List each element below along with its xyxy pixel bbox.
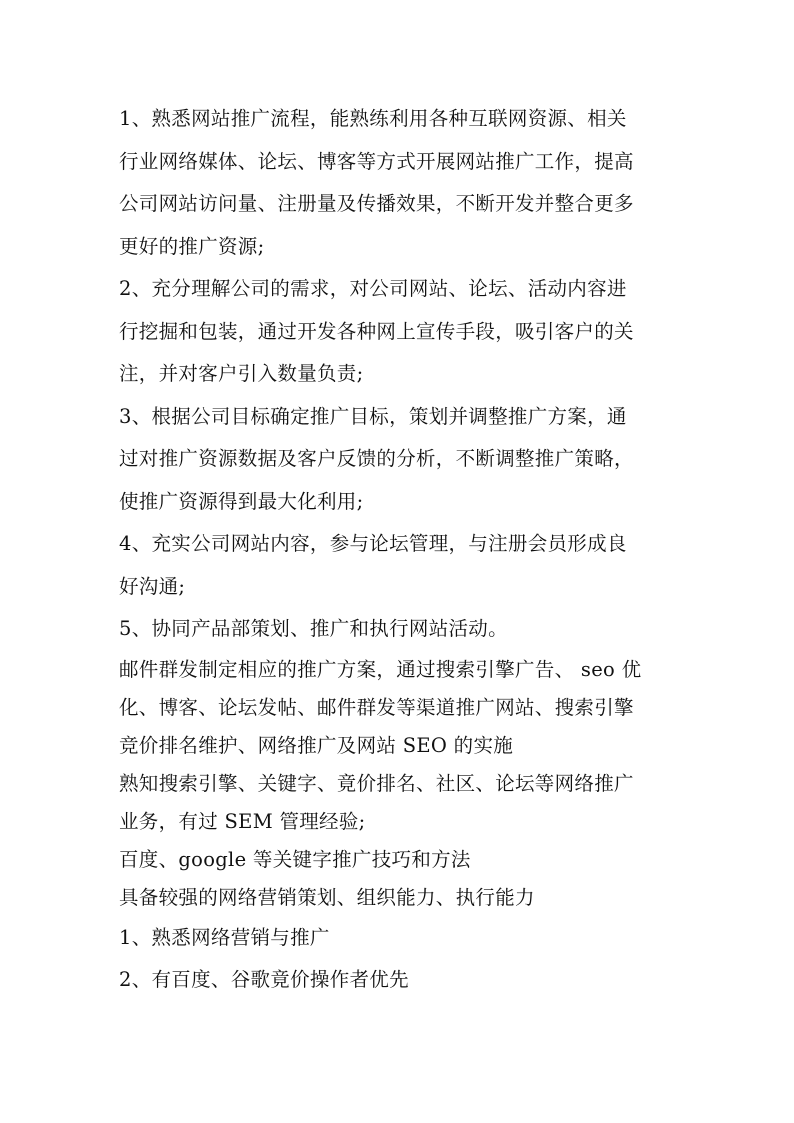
text-line: 1、熟悉网站推广流程，能熟练利用各种互联网资源、相关 [119,107,627,130]
text-line: 注，并对客户引入数量负责; [119,362,364,385]
text-line: 行业网络媒体、论坛、博客等方式开展网站推广工作，提高 [119,149,634,173]
text-line: 行挖掘和包装，通过开发各种网上宣传手段，吸引客户的关 [119,319,634,343]
text-line: 公司网站访问量、注册量及传播效果，不断开发并整合更多 [119,192,634,215]
text-line: 1、熟悉网络营销与推广 [119,925,330,949]
text-line: 使推广资源得到最大化利用; [119,489,364,513]
text-line: 4、充实公司网站内容，参与论坛管理，与注册会员形成良 [119,532,627,555]
text-line: 3、根据公司目标确定推广目标，策划并调整推广方案，通 [119,404,627,428]
document-body [119,98,677,1002]
text-line: 2、有百度、谷歌竟价操作者优先 [119,968,409,991]
text-line: 更好的推广资源; [119,234,265,258]
text-line: 业务，有过 SEM 管理经验; [119,809,366,833]
text-line: 百度、google 等关键字推广技巧和方法 [119,847,471,871]
text-line: 2、充分理解公司的需求，对公司网站、论坛、活动内容进 [119,277,627,300]
text-line: 过对推广资源数据及客户反馈的分析，不断调整推广策略， [119,447,634,470]
text-line: 化、博客、论坛发帖、邮件群发等渠道推广网站、搜索引擎 [119,695,634,719]
text-line: 熟知搜索引擎、关键字、竟价排名、社区、论坛等网络推广 [119,771,634,795]
text-line: 竞价排名维护、网络推广及网站 SEO 的实施 [119,733,514,757]
text-line: 5、协同产品部策划、推广和执行网站活动。 [119,617,508,640]
text-line: 具备较强的网络营销策划、组织能力、执行能力 [119,885,535,909]
text-line: 好沟通; [119,574,186,598]
text-line: 邮件群发制定相应的推广方案，通过搜索引擎广告、 seo 优 [119,657,642,681]
